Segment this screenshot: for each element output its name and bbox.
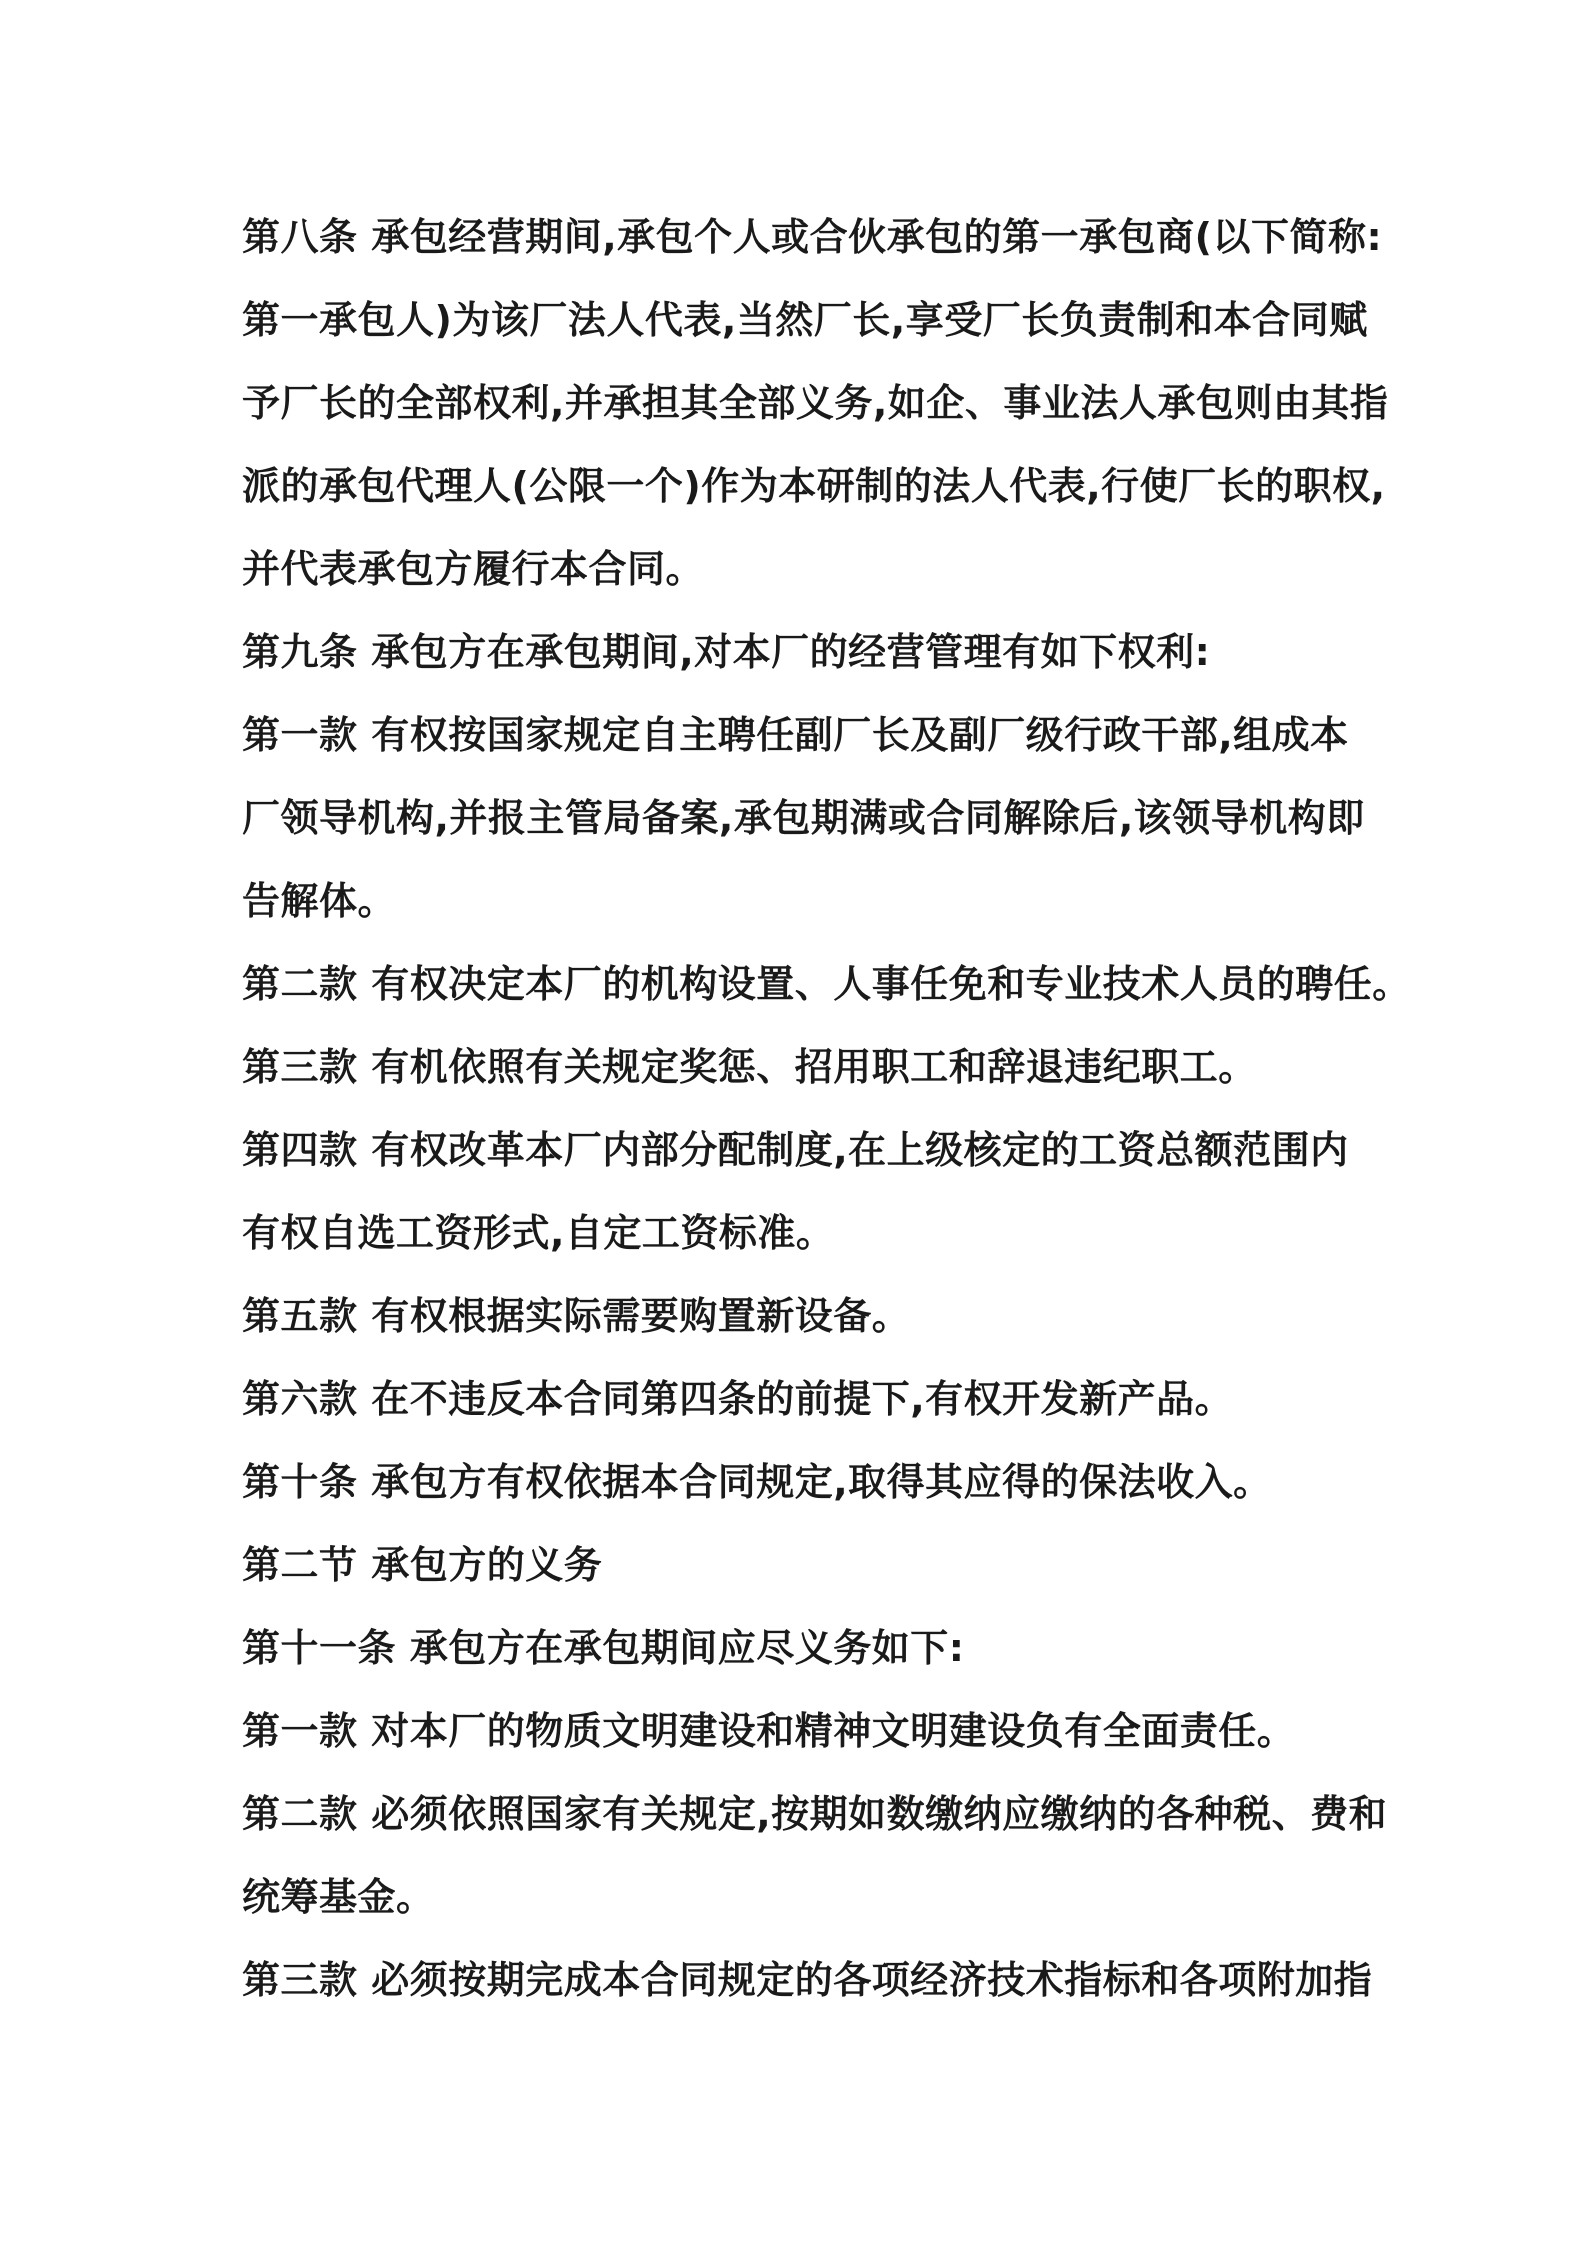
- text-line: 第三款 必须按期完成本合同规定的各项经济技术指标和各项附加指: [242, 1958, 1373, 2002]
- text-line: 第十条 承包方有权依据本合同规定,取得其应得的保法收入。: [242, 1460, 1272, 1504]
- text-line: 第一款 有权按国家规定自主聘任副厂长及副厂级行政干部,组成本: [242, 713, 1349, 757]
- text-line: 第四款 有权改革本厂内部分配制度,在上级核定的工资总额范围内: [242, 1128, 1349, 1172]
- text-line: 派的承包代理人(公限一个)作为本研制的法人代表,行使厂长的职权,: [242, 464, 1386, 508]
- text-line: 第六款 在不违反本合同第四条的前提下,有权开发新产品。: [242, 1377, 1234, 1421]
- text-line: 第九条 承包方在承包期间,对本厂的经营管理有如下权利:: [242, 630, 1211, 674]
- text-line: 第三款 有机依照有关规定奖惩、招用职工和辞退违纪职工。: [242, 1045, 1257, 1089]
- text-line: 第一款 对本厂的物质文明建设和精神文明建设负有全面责任。: [242, 1709, 1296, 1753]
- section-heading: 第二节 承包方的义务: [242, 1543, 603, 1587]
- text-line: 第二款 必须依照国家有关规定,按期如数缴纳应缴纳的各种税、费和: [242, 1792, 1388, 1836]
- text-line: 并代表承包方履行本合同。: [242, 547, 705, 591]
- text-line: 予厂长的全部权利,并承担其全部义务,如企、事业法人承包则由其指: [242, 381, 1389, 425]
- text-line: 统筹基金。: [242, 1875, 435, 1919]
- text-line: 第八条 承包经营期间,承包个人或合伙承包的第一承包商(以下简称:: [242, 215, 1383, 259]
- text-line: 第五款 有权根据实际需要购置新设备。: [242, 1294, 911, 1338]
- text-line: 厂领导机构,并报主管局备案,承包期满或合同解除后,该领导机构即: [242, 796, 1365, 840]
- text-line: 第二款 有权决定本厂的机构设置、人事任免和专业技术人员的聘任。: [242, 962, 1411, 1006]
- document-body: [242, 196, 1411, 2022]
- text-line: 第十一条 承包方在承包期间应尽义务如下:: [242, 1626, 965, 1670]
- text-line: 有权自选工资形式,自定工资标准。: [242, 1211, 835, 1255]
- text-line: 第一承包人)为该厂法人代表,当然厂长,享受厂长负责制和本合同赋: [242, 298, 1368, 342]
- text-line: 告解体。: [242, 879, 397, 923]
